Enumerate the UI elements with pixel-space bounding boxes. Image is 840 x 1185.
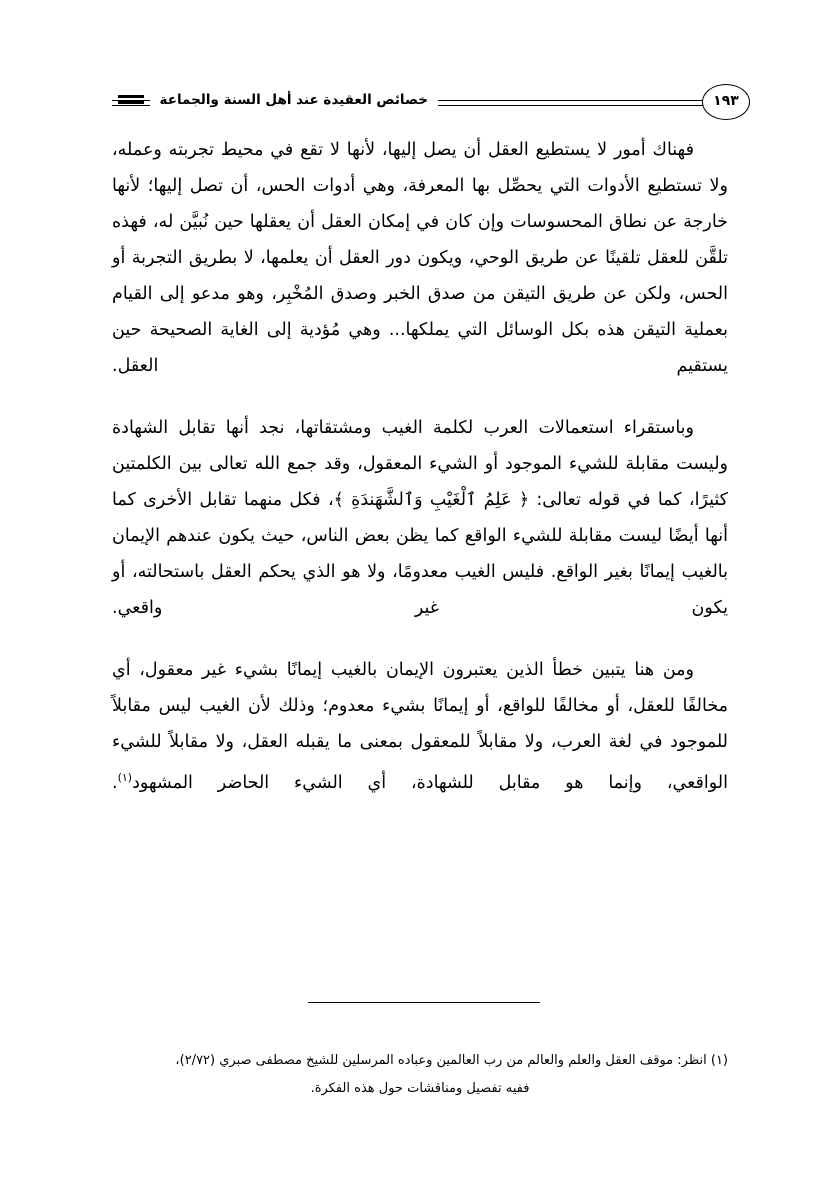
footnote-marker: (١) <box>117 771 133 784</box>
footnote-area <box>112 1047 728 1103</box>
footnote-line: (١) انظر: موقف العقل والعلم والعالم من رب العالمين وعباده المرسلين للشيخ مصطفى صبري (٢/٧٢)، <box>175 1053 728 1068</box>
page-number: ١٩٣ <box>702 84 750 120</box>
paragraph-period: . <box>112 772 118 793</box>
paragraph-text: ومن هنا يتبين خطأ الذين يعتبرون الإيمان بالغيب إيمانًا بشيء غير معقول، أي مخالفًا للعقل، أو مخالفًا للواقع، أو إيمانًا بشيء معدوم؛ وذلك لأن الغيب ليس مقابلاً للموجود في لغة العرب، ولا مقابلاً للمعقول بمعنى ما يقبله العقل، ولا مقابلاً للشيء الواقعي، وإنما هو مقابل للشهادة، أي الشيء الحاضر المشهود <box>112 660 728 793</box>
paragraph <box>112 652 728 801</box>
footnote-separator <box>308 1002 540 1003</box>
header-dash-ornament <box>118 95 144 98</box>
paragraph: فهناك أمور لا يستطيع العقل أن يصل إليها، لأنها لا تقع في محيط تجربته وعمله، ولا تستطيع الأدوات التي يحصِّل بها المعرفة، وهي أدوات الحس، أن تصل إليها؛ لأنها خارجة عن نطاق المحسوسات وإن كان في إمكان العقل أن يعقلها حين نُبيَّن له، فهذه تلقَّن للعقل تلقينًا عن طريق الوحي، ويكون دور العقل أن يعلمها، لا بطريق التجربة أو الحس، ولكن عن طريق التيقن من صدق الخبر وصدق المُخْبِر، وهو مدعو إلى القيام بعملية التيقن هذه بكل الوسائل التي يملكها... وهي مُؤدية إلى الغاية الصحيحة حين يستقيم العقل. <box>112 140 728 376</box>
page-body <box>112 132 728 801</box>
book-title: خصائص العقيدة عند أهل السنة والجماعة <box>150 86 438 114</box>
paragraph: وباستقراء استعمالات العرب لكلمة الغيب ومشتقاتها، نجد أنها تقابل الشهادة وليست مقابلة للشيء الموجود أو الشيء المعقول، وقد جمع الله تعالى بين الكلمتين كثيرًا، كما في قوله تعالى: ﴿ عَلِمُ ٱلْغَيْبِ وَٱلشَّهَندَةِ ﴾، فكل منهما تقابل الأخرى كما أنها أيضًا ليست مقابلة للشيء الواقع كما يظن بعض الناس، حيث يكون عندهم الإيمان بالغيب إيمانًا بغير الواقع. فليس الغيب معدومًا، ولا هو الذي يحكم العقل باستحالته، أو يكون غير واقعي. <box>112 418 728 618</box>
page-header <box>112 86 739 120</box>
footnote-line: ففيه تفصيل ومناقشات حول هذه الفكرة. <box>310 1081 530 1096</box>
